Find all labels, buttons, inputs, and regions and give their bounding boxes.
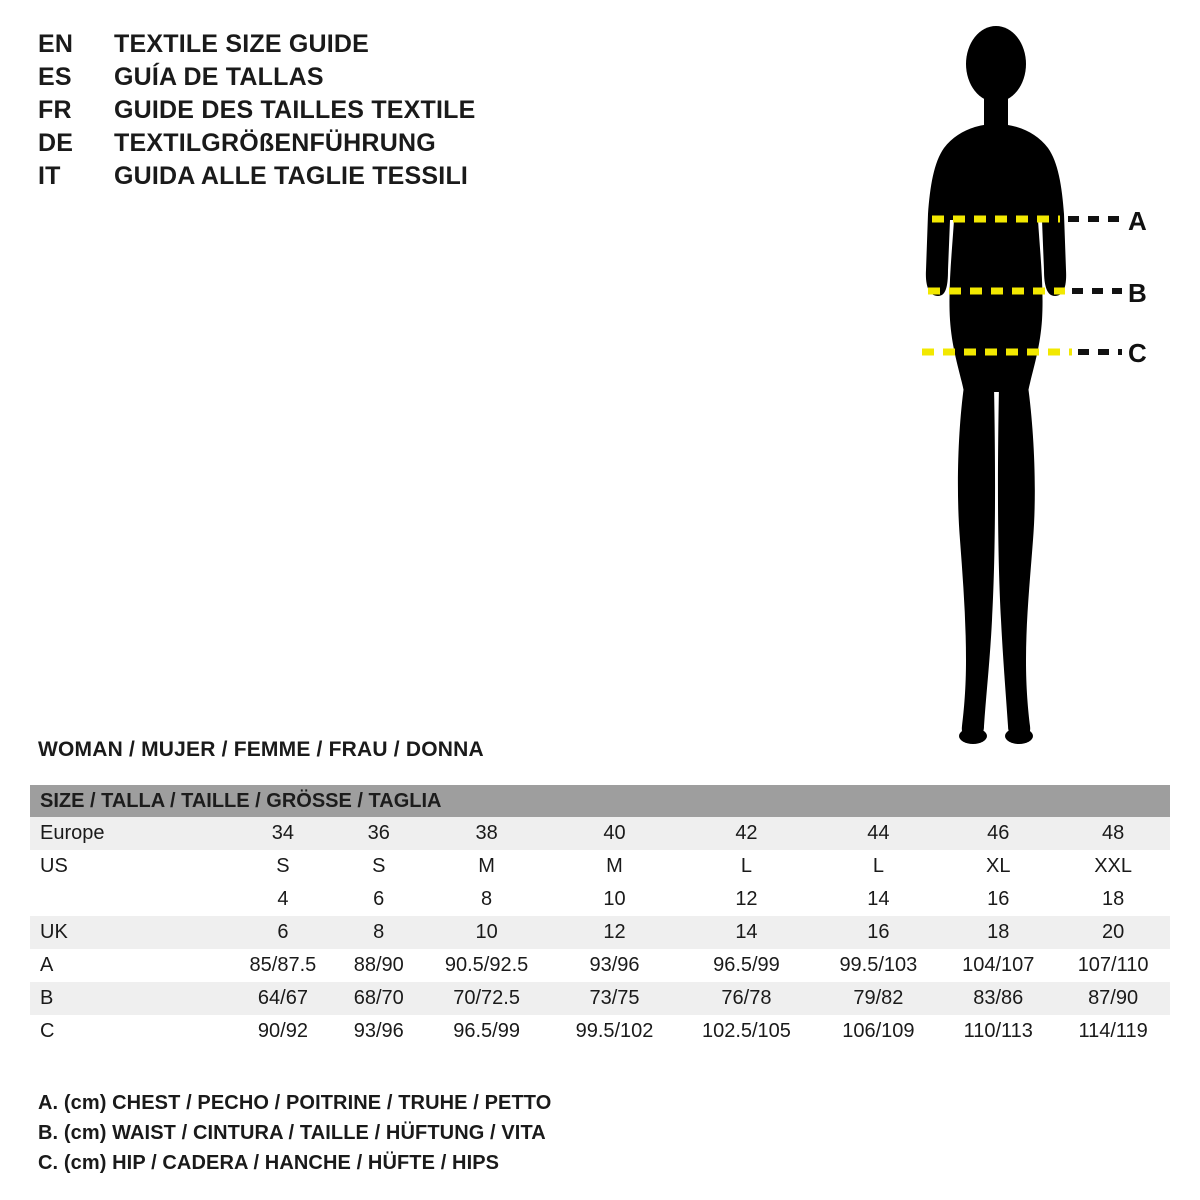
cell: 38 (421, 817, 553, 850)
table-row (30, 982, 1170, 1015)
cell: 70/72.5 (421, 982, 553, 1015)
cell: 90.5/92.5 (421, 949, 553, 982)
cell: 18 (940, 916, 1056, 949)
cell: 6 (229, 916, 337, 949)
cell: 99.5/102 (553, 1015, 677, 1048)
cell: 107/110 (1056, 949, 1170, 982)
cell: M (553, 850, 677, 883)
cell: L (676, 850, 816, 883)
language-row (38, 129, 678, 162)
cell: XXL (1056, 850, 1170, 883)
cell: 90/92 (229, 1015, 337, 1048)
cell: 88/90 (337, 949, 421, 982)
row-label: US (30, 850, 229, 883)
female-silhouette-icon (860, 20, 1180, 760)
cell: 102.5/105 (676, 1015, 816, 1048)
cell: 8 (337, 916, 421, 949)
measurement-notes (38, 1088, 838, 1178)
language-code: IT (38, 162, 61, 190)
table-row (30, 850, 1170, 883)
cell: 114/119 (1056, 1015, 1170, 1048)
language-title: GUÍA DE TALLAS (114, 63, 324, 91)
row-label: UK (30, 916, 229, 949)
cell: XL (940, 850, 1056, 883)
measurement-figure (860, 20, 1180, 760)
language-code: EN (38, 30, 74, 58)
cell: 87/90 (1056, 982, 1170, 1015)
cell: 10 (553, 883, 677, 916)
cell: 12 (553, 916, 677, 949)
cell: 85/87.5 (229, 949, 337, 982)
cell: 10 (421, 916, 553, 949)
cell: 14 (816, 883, 940, 916)
note-chest: A. (cm) CHEST / PECHO / POITRINE / TRUHE / PETTO (38, 1092, 552, 1114)
language-code: ES (38, 63, 72, 91)
cell: 48 (1056, 817, 1170, 850)
cell: 79/82 (816, 982, 940, 1015)
row-label (30, 883, 229, 916)
language-row (38, 162, 678, 195)
language-title: GUIDA ALLE TAGLIE TESSILI (114, 162, 469, 190)
cell: 110/113 (940, 1015, 1056, 1048)
table-row (30, 883, 1170, 916)
row-label: B (30, 982, 229, 1015)
cell: 96.5/99 (421, 1015, 553, 1048)
cell: 20 (1056, 916, 1170, 949)
table-row (30, 1015, 1170, 1048)
note-waist: B. (cm) WAIST / CINTURA / TAILLE / HÜFTUNG / VITA (38, 1122, 546, 1144)
cell: 44 (816, 817, 940, 850)
language-title: TEXTILE SIZE GUIDE (114, 30, 370, 58)
cell: L (816, 850, 940, 883)
language-title-list (38, 30, 678, 195)
cell: 76/78 (676, 982, 816, 1015)
cell: M (421, 850, 553, 883)
section-title: WOMAN / MUJER / FEMME / FRAU / DONNA (38, 738, 484, 761)
language-code: FR (38, 96, 72, 124)
waist-label: B (1128, 278, 1147, 308)
cell: S (229, 850, 337, 883)
cell: 16 (816, 916, 940, 949)
cell: 46 (940, 817, 1056, 850)
table-row (30, 817, 1170, 850)
cell: 36 (337, 817, 421, 850)
table-row (30, 916, 1170, 949)
language-row (38, 63, 678, 96)
language-row (38, 96, 678, 129)
cell: 93/96 (337, 1015, 421, 1048)
hip-label: C (1128, 338, 1147, 368)
cell: 6 (337, 883, 421, 916)
cell: 14 (676, 916, 816, 949)
cell: 64/67 (229, 982, 337, 1015)
cell: 40 (553, 817, 677, 850)
cell: 99.5/103 (816, 949, 940, 982)
cell: 93/96 (553, 949, 677, 982)
chest-label: A (1128, 206, 1147, 236)
cell: 34 (229, 817, 337, 850)
cell: 8 (421, 883, 553, 916)
cell: 96.5/99 (676, 949, 816, 982)
note-hip: C. (cm) HIP / CADERA / HANCHE / HÜFTE / HIPS (38, 1152, 500, 1174)
cell: 4 (229, 883, 337, 916)
size-table (30, 785, 1170, 1048)
cell: 18 (1056, 883, 1170, 916)
table-header-row (30, 785, 1170, 817)
cell: 12 (676, 883, 816, 916)
language-title: TEXTILGRÖßENFÜHRUNG (114, 129, 436, 157)
row-label: A (30, 949, 229, 982)
cell: 68/70 (337, 982, 421, 1015)
row-label: Europe (30, 817, 229, 850)
table-row (30, 949, 1170, 982)
language-title: GUIDE DES TAILLES TEXTILE (114, 96, 476, 124)
table-header-label: SIZE / TALLA / TAILLE / GRÖSSE / TAGLIA (30, 785, 1170, 817)
cell: 106/109 (816, 1015, 940, 1048)
cell: S (337, 850, 421, 883)
row-label: C (30, 1015, 229, 1048)
cell: 42 (676, 817, 816, 850)
cell: 73/75 (553, 982, 677, 1015)
cell: 104/107 (940, 949, 1056, 982)
cell: 83/86 (940, 982, 1056, 1015)
language-code: DE (38, 129, 74, 157)
cell: 16 (940, 883, 1056, 916)
language-row (38, 30, 678, 63)
